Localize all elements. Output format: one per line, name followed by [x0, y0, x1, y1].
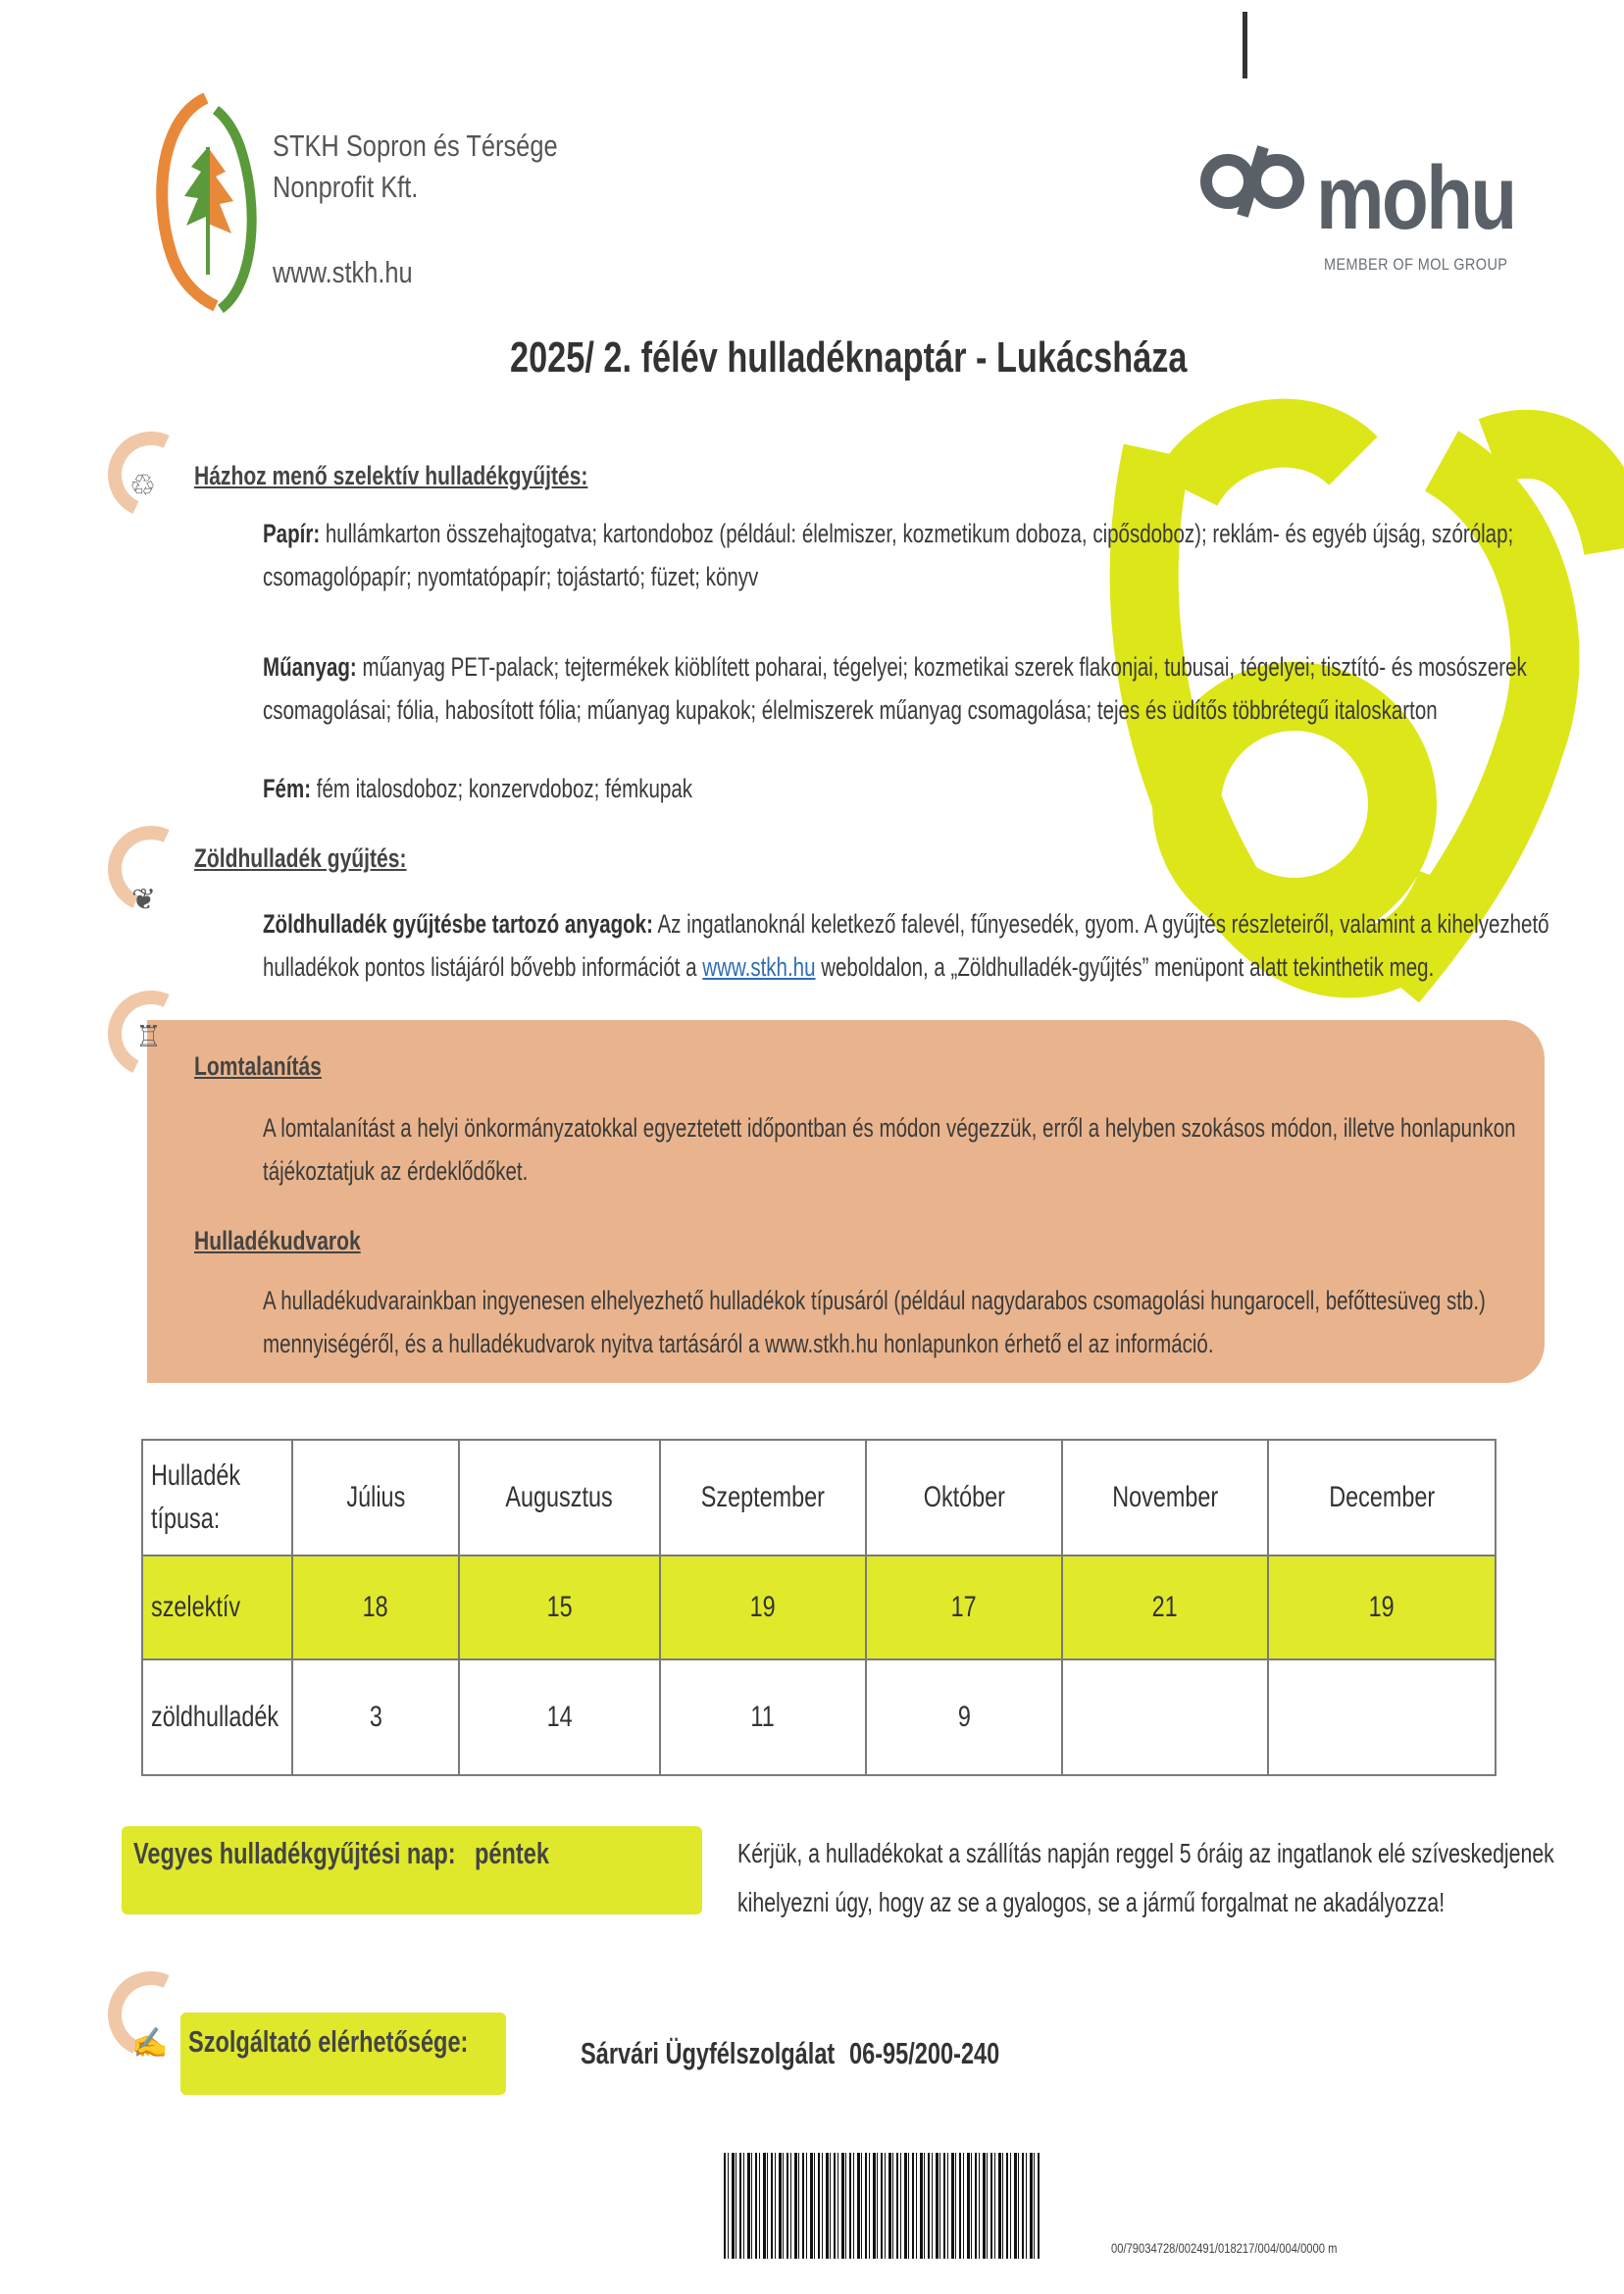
green-text-a: Az ingatlanoknál keletkező falevél, fűnyesedék, gyom. A gyűjtés részleteiről, valamint a kihelyezhető hulladékok pontos listájáról bővebb információt a — [263, 909, 1549, 982]
mixed-waste-label: Vegyes hulladékgyűjtési nap: — [133, 1836, 456, 1870]
selective-heading: Házhoz menő szelektív hulladékgyűjtés: — [194, 461, 588, 490]
plastic-label: Műanyag: — [263, 652, 357, 682]
table-cell: 9 — [866, 1659, 1062, 1775]
table-cell: 21 — [1062, 1555, 1268, 1659]
brand-subtitle: MEMBER OF MOL GROUP — [1324, 255, 1508, 274]
green-heading: Zöldhulladék gyűjtés: — [194, 843, 407, 873]
mohu-logo-icon — [1198, 137, 1308, 226]
collection-note: Kérjük, a hulladékokat a szállítás napján reggel 5 óráig az ingatlanok elé szíveskedjenek kihelyezni úgy, hogy az se a gyalogos, se a jármű forgalmat ne akadályozza! — [737, 1838, 1554, 1917]
mixed-waste-day: péntek — [475, 1836, 549, 1870]
bulky-paragraph: A lomtalanítást a helyi önkormányzatokkal egyeztetett időpontban és módon végezzük, erről a helyben szokásos módon, illetve honlapunkon tájékoztatjuk az érdeklődőket. — [263, 1113, 1516, 1186]
table-row — [142, 1659, 1496, 1775]
table-cell: 17 — [866, 1555, 1062, 1659]
table-cell: 15 — [459, 1555, 660, 1659]
contact-name: Sárvári Ügyfélszolgálat — [581, 2036, 836, 2070]
org-name-line1: STKH Sopron és Térsége — [273, 128, 558, 163]
schedule-table — [141, 1439, 1497, 1776]
table-cell: 19 — [660, 1555, 866, 1659]
stkh-link[interactable]: www.stkh.hu — [702, 952, 816, 982]
table-cell — [1062, 1659, 1268, 1775]
header-cell: Hulladék típusa: — [142, 1440, 292, 1555]
chair-icon: ♖ — [135, 1021, 162, 1053]
org-url: www.stkh.hu — [273, 255, 413, 289]
header-cell: Július — [292, 1440, 459, 1555]
org-name-line2: Nonprofit Kft. — [273, 170, 419, 204]
row-type: zöldhulladék — [142, 1659, 292, 1775]
stkh-logo — [147, 88, 265, 324]
barcode — [724, 2153, 1040, 2259]
header-cell: Szeptember — [660, 1440, 866, 1555]
edit-icon: ✍ — [131, 2027, 169, 2060]
header-cell: December — [1268, 1440, 1496, 1555]
plastic-text: műanyag PET-palack; tejtermékek kiöblített poharai, tégelyei; kozmetikai szerek flakonjai, tubusai, tégelyei; tisztító- és mosószerek csomagolásai; fólia, habosított fólia; műanyag kupakok; élelmiszerek műanyag csomagolása; tejes és üdítős többrétegű italoskarton — [263, 652, 1527, 725]
metal-text: fém italosdoboz; konzervdoboz; fémkupak — [316, 774, 692, 803]
paper-text: hullámkarton összehajtogatva; kartondoboz (például: élelmiszer, kozmetikum doboza, cipősdoboz); reklám- és egyéb újság, szórólap; csomagolópapír; nyomtatópapír; tojástartó; füzet; könyv — [263, 519, 1514, 591]
yards-paragraph: A hulladékudvarainkban ingyenesen elhelyezhető hulladékok típusáról (például nagydarabos csomagolási hungarocell, befőttesüveg stb.) mennyiségéről, és a hulladékudvarok nyitva tartásáról a www.stkh.hu honlapunkon érhető el az információ. — [263, 1286, 1486, 1358]
brand-name: mohu — [1316, 148, 1515, 248]
bulky-heading: Lomtalanítás — [194, 1051, 322, 1081]
table-cell: 18 — [292, 1555, 459, 1659]
green-paragraph — [263, 902, 1582, 989]
page-title: 2025/ 2. félév hulladéknaptár - Lukácsháza — [510, 333, 1188, 382]
paper-label: Papír: — [263, 519, 321, 548]
table-row — [142, 1555, 1496, 1659]
yards-heading: Hulladékudvarok — [194, 1226, 361, 1255]
table-cell: 14 — [459, 1659, 660, 1775]
table-cell — [1268, 1659, 1496, 1775]
plastic-paragraph — [263, 645, 1582, 732]
table-cell: 19 — [1268, 1555, 1496, 1659]
table-header-row — [142, 1440, 1496, 1555]
divider — [1243, 12, 1247, 78]
recycle-icon: ♲ — [129, 470, 156, 502]
green-label: Zöldhulladék gyűjtésbe tartozó anyagok: — [263, 909, 653, 939]
header-cell: November — [1062, 1440, 1268, 1555]
contact-phone: 06-95/200-240 — [849, 2036, 1000, 2070]
contact-label: Szolgáltató elérhetősége: — [188, 2024, 469, 2059]
green-text-b: weboldalon, a „Zöldhulladék-gyűjtés” menüpont alatt tekinthetik meg. — [821, 952, 1435, 982]
leaf-icon: ❦ — [131, 884, 157, 916]
header-cell: Október — [866, 1440, 1062, 1555]
metal-label: Fém: — [263, 774, 312, 803]
paper-paragraph — [263, 512, 1575, 598]
row-type: szelektív — [142, 1555, 292, 1659]
table-cell: 3 — [292, 1659, 459, 1775]
table-cell: 11 — [660, 1659, 866, 1775]
header-cell: Augusztus — [459, 1440, 660, 1555]
barcode-text: 00/79034728/002491/018217/004/004/0000 m — [1111, 2240, 1338, 2256]
metal-paragraph — [263, 767, 1455, 810]
